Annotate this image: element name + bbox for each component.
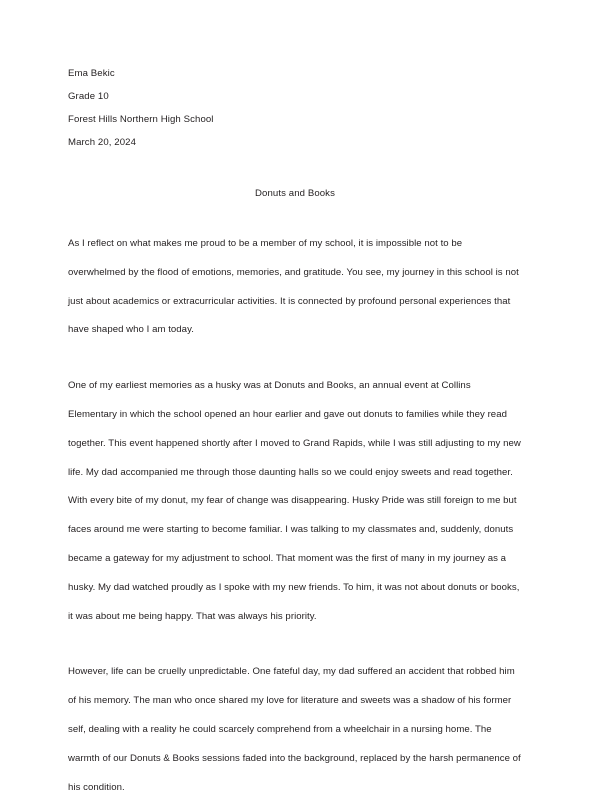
document-heading-block [68,62,522,154]
grade-level: Grade 10 [68,91,109,102]
essay-title: Donuts and Books [255,188,335,199]
essay-paragraph-2: One of my earliest memories as a husky was at Donuts and Books, an annual event at Collins Elementary in which the school opened an hour earlier and gave out donuts to families while they read together. This event happened shortly after I moved to Grand Rapids, while I was still adjusting to my new life. My dad accompanied me through those daunting halls so we could enjoy sweets and read together. With every bite of my donut, my fear of change was disappearing. Husky Pride was still foreign to me but faces around me were starting to become familiar. I was talking to my classmates and, suddenly, donuts became a gateway for my adjustment to school. That moment was the first of many in my journey as a husky. My dad watched proudly as I spoke with my new friends. To him, it was not about donuts or books, it was about me being happy. That was always his priority. [68,380,521,622]
essay-paragraph-3: However, life can be cruelly unpredictable. One fateful day, my dad suffered an accident that robbed him of his memory. The man who once shared my love for literature and sweets was a shadow of his former self, dealing with a reality he could scarcely comprehend from a wheelchair in a nursing home. The warmth of our Donuts & Books sessions faded into the background, replaced by the harsh permanence of his condition. [68,666,521,793]
school-name: Forest Hills Northern High School [68,114,214,125]
document-body [68,62,522,802]
author-name: Ema Bekic [68,68,115,79]
submission-date: March 20, 2024 [68,137,137,148]
essay-paragraph-1: As I reflect on what makes me proud to be a member of my school, it is impossible not to be overwhelmed by the flood of emotions, memories, and gratitude. You see, my journey in this school is not just about academics or extracurricular activities. It is connected by profound personal experiences that have shaped who I am today. [68,238,519,336]
